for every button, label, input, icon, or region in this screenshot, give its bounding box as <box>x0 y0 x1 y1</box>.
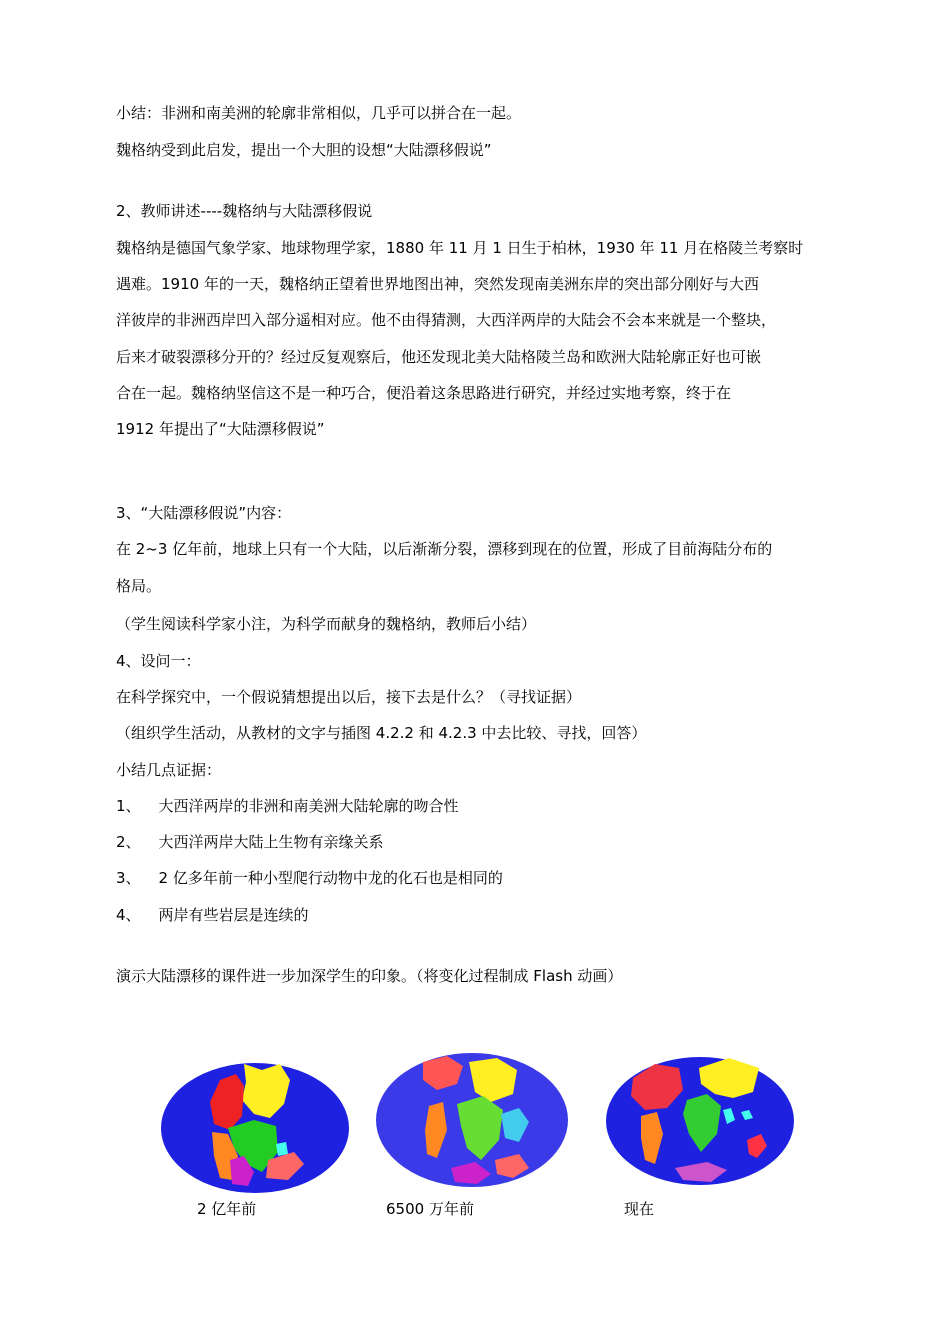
section2-line-4: 后来才破裂漂移分开的？经过反复观察后，他还发现北美大陆格陵兰岛和欧洲大陆轮廓正好也可嵌 <box>116 348 762 366</box>
landmass-india <box>276 1142 288 1156</box>
section2-line-5: 合在一起。魏格纳坚信这不是一种巧合，便沿着这条思路进行研究，并经过实地考察，终于在 <box>116 384 732 402</box>
section3-note: （学生阅读科学家小注，为科学而献身的魏格纳，教师后小结） <box>116 615 537 633</box>
globe-65-million-years-ago <box>373 1050 571 1190</box>
section4-question: 在科学探究中，一个假说猜想提出以后，接下去是什么？（寻找证据） <box>116 688 582 706</box>
caption-present: 现在 <box>624 1200 655 1218</box>
caption-65-million: 6500 万年前 <box>386 1200 474 1218</box>
evidence-text: 2 亿多年前一种小型爬行动物中龙的化石也是相同的 <box>158 869 503 887</box>
evidence-text: 两岸有些岩层是连续的 <box>158 906 309 924</box>
summary-line-2: 魏格纳受到此启发，提出一个大胆的设想“大陆漂移假说” <box>116 141 492 159</box>
section3-line-2: 格局。 <box>116 577 162 595</box>
evidence-item <box>116 905 309 925</box>
summary-line-1: 小结：非洲和南美洲的轮廓非常相似，几乎可以拼合在一起。 <box>116 104 522 122</box>
globe-200-million-years-ago <box>158 1060 352 1196</box>
demo-line: 演示大陆漂移的课件进一步加深学生的印象。（将变化过程制成 Flash 动画） <box>116 967 623 985</box>
section4-activity: （组织学生活动，从教材的文字与插图 4.2.2 和 4.2.3 中去比较、寻找，回答） <box>116 724 647 742</box>
section3-heading: 3、“大陆漂移假说”内容： <box>116 504 292 522</box>
section4-summary: 小结几点证据： <box>116 761 222 779</box>
evidence-item <box>116 832 384 852</box>
section2-heading: 2、教师讲述----魏格纳与大陆漂移假说 <box>116 202 373 220</box>
evidence-number: 4、 <box>116 906 141 924</box>
evidence-number: 1、 <box>116 797 141 815</box>
section4-heading: 4、设问一： <box>116 652 201 670</box>
section2-line-3: 洋彼岸的非洲西岸凹入部分遥相对应。他不由得猜测，大西洋两岸的大陆会不会本来就是一个整块， <box>116 311 777 329</box>
section2-line-6: 1912 年提出了“大陆漂移假说” <box>116 420 325 438</box>
caption-200-million: 2 亿年前 <box>197 1200 257 1218</box>
section2-line-2: 遇难。1910 年的一天，魏格纳正望着世界地图出神，突然发现南美洲东岸的突出部分刚好与大西 <box>116 275 759 293</box>
evidence-text: 大西洋两岸大陆上生物有亲缘关系 <box>158 833 384 851</box>
globe-present-day <box>603 1054 797 1188</box>
evidence-item <box>116 796 459 816</box>
evidence-text: 大西洋两岸的非洲和南美洲大陆轮廓的吻合性 <box>158 797 459 815</box>
evidence-number: 2、 <box>116 833 141 851</box>
section2-line-1: 魏格纳是德国气象学家、地球物理学家，1880 年 11 月 1 日生于柏林，1930 年 11 月在格陵兰考察时 <box>116 239 804 257</box>
evidence-number: 3、 <box>116 869 141 887</box>
evidence-item <box>116 868 503 888</box>
section3-line-1: 在 2~3 亿年前，地球上只有一个大陆，以后渐渐分裂，漂移到现在的位置，形成了目前海陆分布的 <box>116 540 773 558</box>
